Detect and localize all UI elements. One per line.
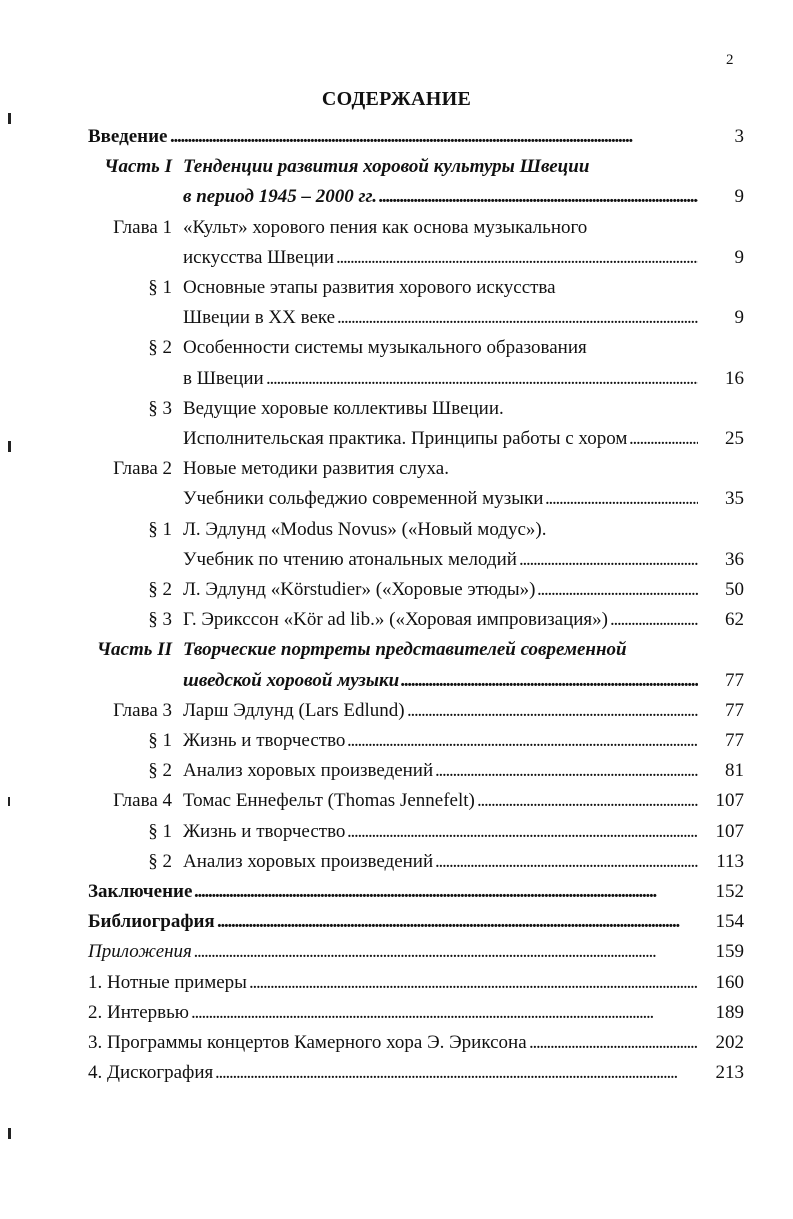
- toc-entry-text: Ведущие хоровые коллективы Швеции.: [183, 397, 504, 419]
- toc-page-number: 202: [715, 1032, 744, 1053]
- toc-entry-text: Г. Эрикссон «Kör ad lib.» («Хоровая импровизация»): [183, 609, 608, 631]
- toc-page-number: 25: [725, 428, 744, 449]
- toc-entry-label: § 1: [148, 730, 172, 751]
- toc-page-number: 159: [715, 941, 744, 963]
- page-number: 2: [726, 52, 734, 68]
- toc-row: [0, 1000, 793, 1026]
- toc-row: [0, 1060, 793, 1086]
- toc-row: [0, 456, 793, 482]
- toc-row: [0, 728, 793, 754]
- toc-entry-label: § 2: [148, 850, 172, 872]
- toc-entry-text: Жизнь и творчество: [183, 730, 346, 751]
- toc-row: [0, 184, 793, 210]
- toc-page-number: 36: [725, 548, 744, 570]
- toc-entry-text: 4. Дискография: [88, 1062, 214, 1084]
- dot-leader: [194, 879, 698, 905]
- toc-row: [0, 486, 793, 512]
- toc-entry-text: Швеции в XX веке: [183, 307, 336, 329]
- toc-row: [0, 970, 793, 996]
- toc-entry-label: § 1: [148, 820, 172, 842]
- dot-leader: [477, 788, 698, 814]
- toc-row: [0, 335, 793, 361]
- toc-page-number: 154: [715, 911, 744, 933]
- toc-row: [0, 547, 793, 573]
- toc-row: [0, 819, 793, 845]
- toc-entry-label: § 1: [148, 277, 172, 298]
- toc-entry-text: Творческие портреты представителей современной: [183, 639, 627, 661]
- toc-row: [0, 275, 793, 301]
- toc-entry-label: § 1: [148, 518, 172, 540]
- toc-entry-label: Глава 2: [113, 458, 172, 480]
- toc-row: [0, 758, 793, 784]
- toc-entry-text: в Швеции: [183, 367, 264, 389]
- dot-leader: [347, 728, 698, 754]
- dot-leader: [347, 819, 698, 845]
- toc-row: [0, 366, 793, 392]
- toc-row: [0, 577, 793, 603]
- dot-leader: [337, 305, 698, 331]
- toc-entry-text: Л. Эдлунд «Körstudier» («Хоровые этюды»): [183, 579, 536, 600]
- toc-page-number: 113: [716, 850, 744, 872]
- toc-row: [0, 517, 793, 543]
- toc-row: [0, 637, 793, 663]
- toc-page-number: 3: [734, 126, 744, 147]
- toc-entry-text: искусства Швеции: [183, 246, 335, 268]
- dot-leader: [537, 577, 698, 603]
- toc-entry-text: Л. Эдлунд «Modus Novus» («Новый модус»).: [183, 518, 547, 540]
- toc-entry-text: Учебники сольфеджио современной музыки: [183, 488, 544, 510]
- dot-leader: [519, 547, 698, 573]
- dot-leader: [610, 607, 698, 633]
- toc-entry-label: § 3: [148, 609, 172, 631]
- toc-page-number: 62: [725, 609, 744, 631]
- toc-entry-text: 3. Программы концертов Камерного хора Э. Эриксона: [88, 1032, 527, 1053]
- toc-row: [0, 939, 793, 965]
- toc-entry-text: в период 1945 – 2000 гг.: [183, 186, 378, 208]
- toc-page-number: 152: [715, 881, 744, 902]
- toc-page-number: 50: [725, 579, 744, 600]
- toc-entry-label: Глава 3: [113, 699, 172, 721]
- page-title: СОДЕРЖАНИЕ: [321, 88, 472, 110]
- dot-leader: [217, 909, 698, 935]
- toc-entry-label: § 2: [148, 579, 172, 600]
- dot-leader: [435, 758, 698, 784]
- toc-entry-text: Особенности системы музыкального образования: [183, 337, 587, 359]
- toc-page-number: 213: [715, 1062, 744, 1084]
- toc-entry-text: Анализ хоровых произведений: [183, 760, 434, 782]
- dot-leader: [336, 245, 698, 271]
- scan-mark: [8, 113, 11, 124]
- toc-entry-text: шведской хоровой музыки: [183, 669, 400, 691]
- toc-row: [0, 215, 793, 241]
- dot-leader: [545, 486, 698, 512]
- toc-entry-text: Исполнительская практика. Принципы работы с хором: [183, 428, 628, 449]
- toc-page-number: 77: [725, 730, 744, 751]
- toc-entry-text: Заключение: [88, 881, 193, 902]
- toc-page-number: 81: [725, 760, 744, 782]
- toc-entry-text: Учебник по чтению атональных мелодий: [183, 548, 517, 570]
- toc-row: [0, 698, 793, 724]
- toc-row: [0, 909, 793, 935]
- toc-entry-text: 1. Нотные примеры: [88, 971, 247, 993]
- toc-row: [0, 849, 793, 875]
- toc-page-number: 77: [725, 699, 744, 721]
- dot-leader: [435, 849, 698, 875]
- toc-row: [0, 154, 793, 180]
- toc-row: [0, 124, 793, 150]
- dot-leader: [249, 970, 698, 996]
- toc-page-number: 35: [725, 488, 744, 510]
- toc-page-number: 9: [734, 186, 744, 208]
- toc-entry-text: «Культ» хорового пения как основа музыкального: [183, 216, 588, 238]
- toc-row: [0, 1030, 793, 1056]
- toc-page-number: 77: [725, 669, 744, 691]
- toc-entry-label: § 2: [148, 760, 172, 782]
- dot-leader: [401, 668, 698, 694]
- toc-entry-label: § 2: [148, 337, 172, 359]
- toc-entry-label: Глава 1: [113, 216, 172, 238]
- toc-entry-label: Глава 4: [113, 790, 172, 812]
- toc-page-number: 9: [734, 307, 744, 329]
- dot-leader: [191, 1000, 698, 1026]
- toc-entry-label: Часть II: [96, 639, 172, 661]
- dot-leader: [529, 1030, 698, 1056]
- toc-row: [0, 245, 793, 271]
- dot-leader: [266, 366, 698, 392]
- toc-entry-label: § 3: [148, 397, 172, 419]
- toc-page-number: 160: [715, 971, 744, 993]
- dot-leader: [407, 698, 698, 724]
- toc-page-number: 16: [725, 367, 744, 389]
- toc-entry-text: Томас Еннефельт (Thomas Jennefelt): [183, 790, 475, 812]
- dot-leader: [170, 124, 698, 150]
- toc-page-number: 9: [734, 246, 744, 268]
- toc-row: [0, 396, 793, 422]
- dot-leader: [629, 426, 698, 452]
- toc-row: [0, 668, 793, 694]
- toc-entry-text: Библиография: [88, 911, 215, 933]
- toc-row: [0, 879, 793, 905]
- scan-mark: [8, 1128, 11, 1139]
- toc-entry-text: Основные этапы развития хорового искусства: [183, 277, 556, 298]
- dot-leader: [215, 1060, 698, 1086]
- toc-entry-text: Жизнь и творчество: [183, 820, 346, 842]
- toc-entry-label: Часть I: [104, 156, 172, 178]
- toc-entry-text: Тенденции развития хоровой культуры Швеции: [183, 156, 590, 178]
- toc-entry-text: Новые методики развития слуха.: [183, 458, 449, 480]
- toc-row: [0, 607, 793, 633]
- toc-row: [0, 426, 793, 452]
- toc-row: [0, 305, 793, 331]
- toc-entry-text: Приложения: [88, 941, 192, 963]
- toc-entry-text: Ларш Эдлунд (Lars Edlund): [183, 699, 405, 721]
- toc-row: [0, 788, 793, 814]
- toc-page-number: 107: [715, 790, 744, 812]
- toc-entry-text: 2. Интервью: [88, 1001, 189, 1023]
- dot-leader: [379, 184, 698, 210]
- toc-entry-text: Введение: [88, 126, 168, 147]
- dot-leader: [194, 939, 698, 965]
- toc-page-number: 189: [715, 1001, 744, 1023]
- toc-page-number: 107: [715, 820, 744, 842]
- toc-entry-text: Анализ хоровых произведений: [183, 850, 434, 872]
